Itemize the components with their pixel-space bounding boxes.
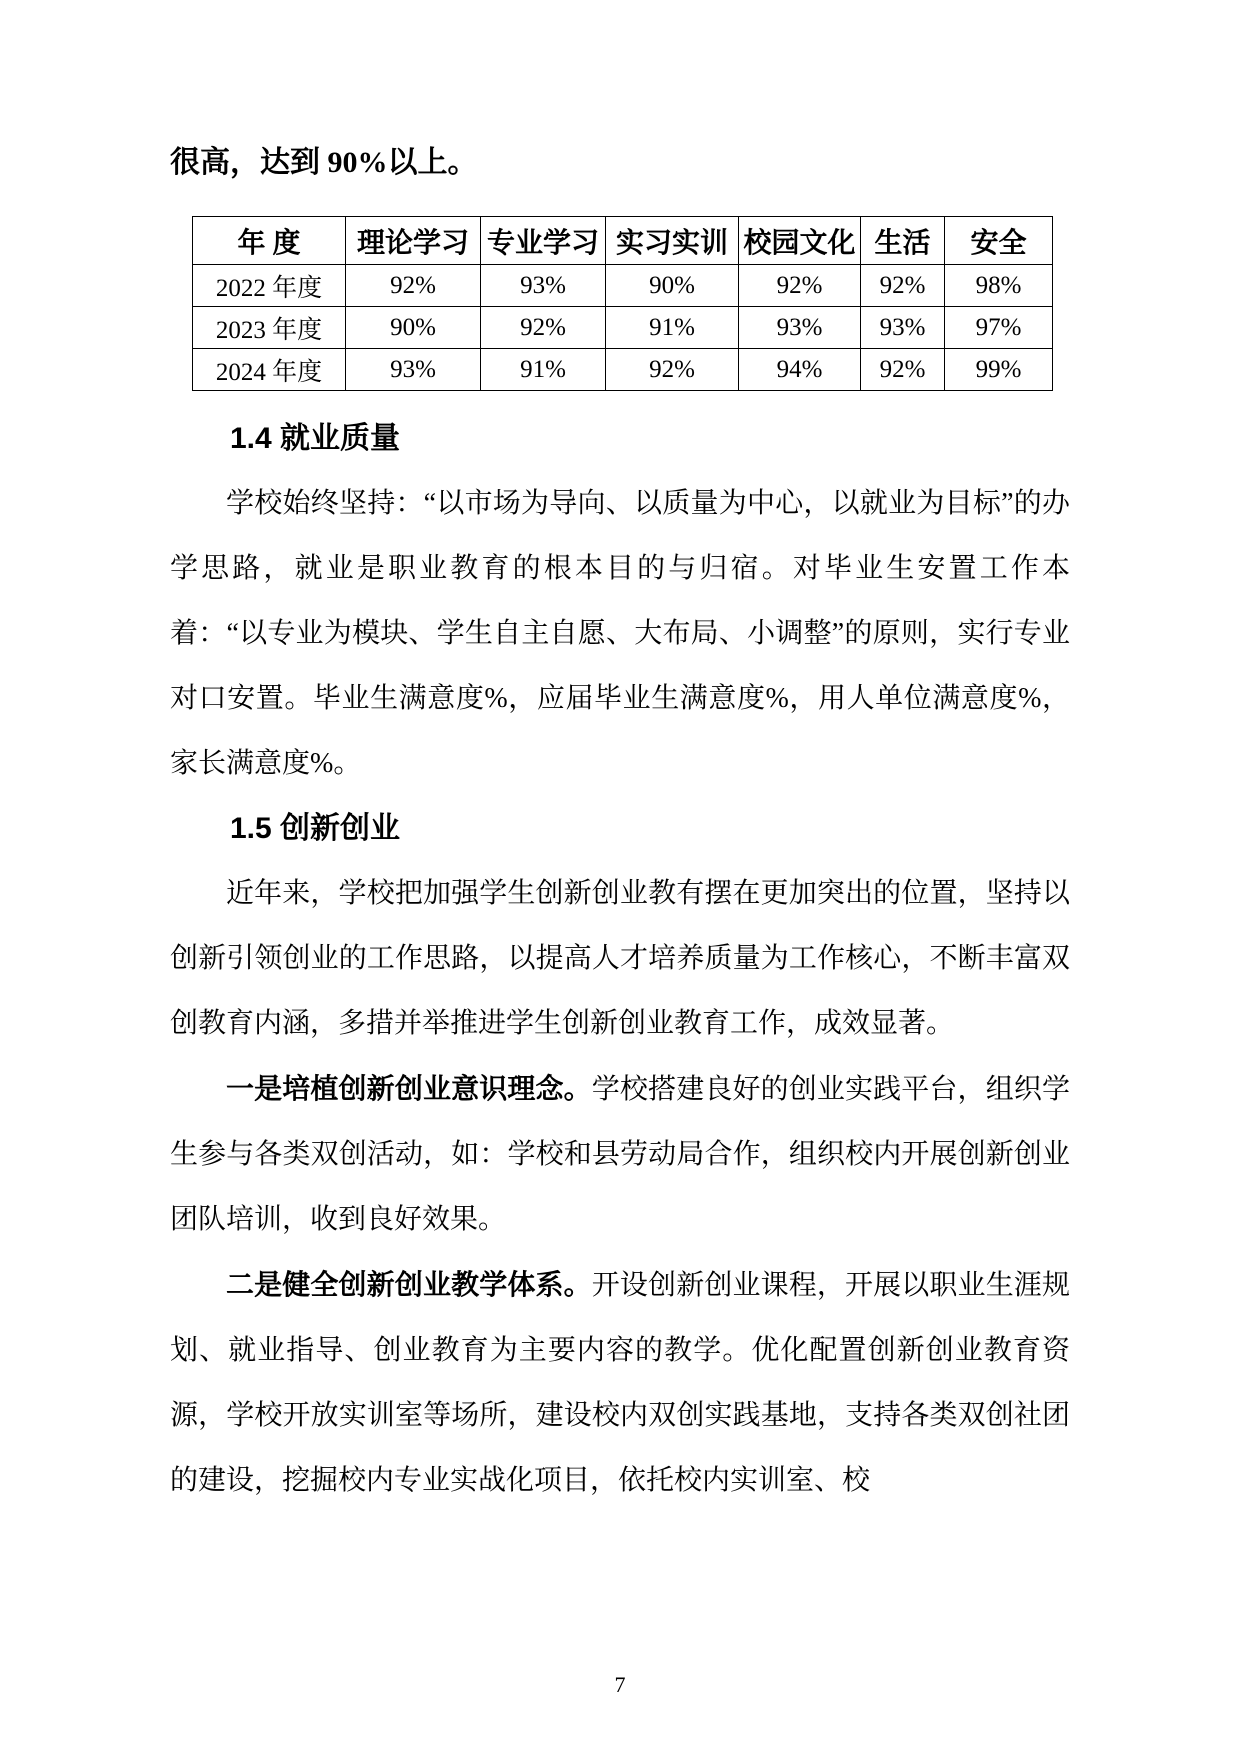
table-cell: 92% bbox=[861, 265, 945, 307]
table-cell: 99% bbox=[945, 349, 1053, 391]
table-cell: 92% bbox=[481, 307, 606, 349]
intro-paragraph: 很高，达到 90%以上。 bbox=[170, 146, 478, 179]
table-header-cell: 实习实训 bbox=[606, 217, 739, 265]
table-row bbox=[193, 307, 1053, 349]
table-cell: 97% bbox=[945, 307, 1053, 349]
emphasis-lead-1: 一是培植创新创业意识理念。 bbox=[226, 1073, 592, 1104]
table-header-row bbox=[193, 217, 1053, 265]
table-cell: 92% bbox=[739, 265, 861, 307]
table-row bbox=[193, 265, 1053, 307]
section-paragraph-1-4: 学校始终坚持：“以市场为导向、以质量为中心，以就业为目标”的办学思路，就业是职业教育的根本目的与归宿。对毕业生安置工作本着：“以专业为模块、学生自主自愿、大布局、小调整”的原则，实行专业对口安置。毕业生满意度%，应届毕业生满意度%，用人单位满意度%，家长满意度%。 bbox=[170, 488, 1070, 779]
table-cell: 91% bbox=[606, 307, 739, 349]
section-1-5 bbox=[170, 796, 1070, 1513]
page-number: 7 bbox=[614, 1672, 626, 1697]
table-cell: 92% bbox=[861, 349, 945, 391]
table-header-cell: 校园文化 bbox=[739, 217, 861, 265]
table-header-cell: 安全 bbox=[945, 217, 1053, 265]
emphasis-paragraph-2 bbox=[170, 1252, 1070, 1513]
table-header-cell: 生活 bbox=[861, 217, 945, 265]
satisfaction-scores-table bbox=[192, 216, 1053, 391]
table-cell: 94% bbox=[739, 349, 861, 391]
table-cell: 93% bbox=[481, 265, 606, 307]
table-cell: 90% bbox=[606, 265, 739, 307]
table-cell: 98% bbox=[945, 265, 1053, 307]
paragraph-text-1: 学校搭建良好的创业实践平台，组织学生参与各类双创活动，如：学校和县劳动局合作，组织校内开展创新创业团队培训，收到良好效果。 bbox=[170, 1074, 1070, 1235]
section-paragraph-1-5: 近年来，学校把加强学生创新创业教有摆在更加突出的位置，坚持以创新引领创业的工作思路，以提高人才培养质量为工作核心，不断丰富双创教育内涵，多措并举推进学生创新创业教育工作，成效显著。 bbox=[170, 878, 1070, 1039]
table-cell: 92% bbox=[606, 349, 739, 391]
emphasis-paragraph-1 bbox=[170, 1056, 1070, 1252]
table-cell-year: 2024 年度 bbox=[193, 349, 346, 391]
table-header-cell: 理论学习 bbox=[346, 217, 481, 265]
table-header-cell: 年 度 bbox=[193, 217, 346, 265]
table-header-cell: 专业学习 bbox=[481, 217, 606, 265]
table-cell: 92% bbox=[346, 265, 481, 307]
paragraph-text-2: 开设创新创业课程，开展以职业生涯规划、就业指导、创业教育为主要内容的教学。优化配置创新创业教育资源，学校开放实训室等场所，建设校内双创实践基地，支持各类双创社团的建设，挖掘校内专业实战化项目，依托校内实训室、校 bbox=[170, 1270, 1070, 1496]
table-cell: 93% bbox=[861, 307, 945, 349]
section-heading-1-4: 1.4 就业质量 bbox=[230, 422, 401, 455]
emphasis-lead-2: 二是健全创新创业教学体系。 bbox=[226, 1269, 592, 1300]
section-heading-1-5: 1.5 创新创业 bbox=[230, 812, 401, 845]
section-1-4 bbox=[170, 406, 1070, 796]
table-cell: 90% bbox=[346, 307, 481, 349]
table-cell: 93% bbox=[739, 307, 861, 349]
table-cell-year: 2023 年度 bbox=[193, 307, 346, 349]
table-row bbox=[193, 349, 1053, 391]
table-cell: 93% bbox=[346, 349, 481, 391]
table-cell-year: 2022 年度 bbox=[193, 265, 346, 307]
table-cell: 91% bbox=[481, 349, 606, 391]
